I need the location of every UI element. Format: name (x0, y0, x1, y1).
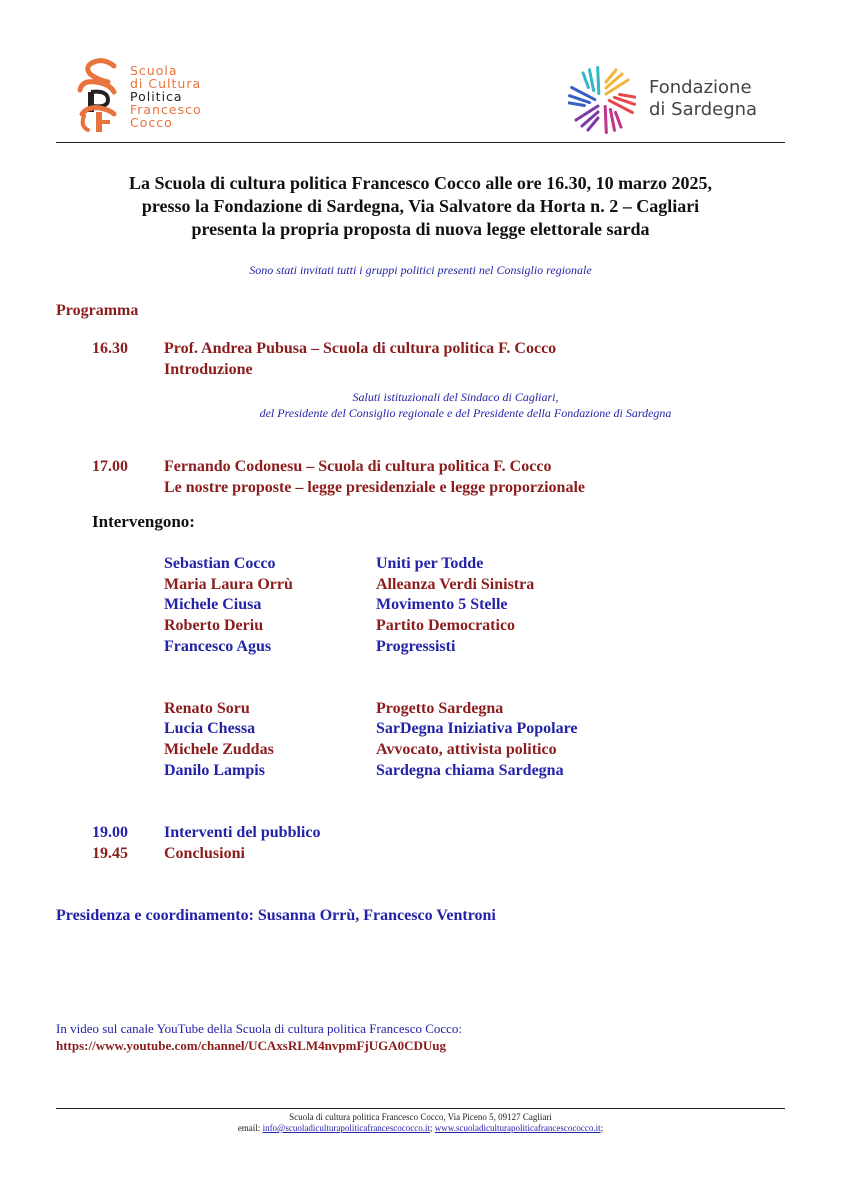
event-title (56, 172, 785, 241)
event-title-line: presenta la propria proposta di nuova legge elettorale sarda (191, 219, 650, 239)
greetings-line: del Presidente del Consiglio regionale e del Presidente della Fondazione di Sardegna (259, 406, 672, 420)
speaker-affiliation: Sardegna chiama Sardegna (376, 762, 564, 779)
footer-divider (56, 1108, 785, 1109)
school-logo-line: Politica (130, 89, 183, 104)
foundation-logo-line: di Sardegna (649, 99, 758, 120)
program-time: 19.00 (92, 824, 128, 841)
program-item-3: Interventi del pubblico (164, 824, 321, 841)
speaker-affiliation: Progressisti (376, 638, 456, 655)
event-title-line: La Scuola di cultura politica Francesco Cocco alle ore 16.30, 10 marzo 2025, (128, 173, 713, 193)
program-time: 19.45 (92, 845, 128, 862)
program-item-speaker: Fernando Codonesu – Scuola di cultura politica F. Cocco (164, 458, 552, 475)
program-heading: Programma (56, 302, 139, 319)
speaker-affiliation: Partito Democratico (376, 617, 516, 634)
foundation-star-icon (568, 66, 636, 134)
program-time: 17.00 (92, 458, 128, 475)
speaker-name: Sebastian Cocco (164, 555, 276, 572)
school-logo-line: Scuola (130, 63, 178, 78)
speaker-name: Renato Soru (164, 700, 250, 717)
speaker-affiliation: Movimento 5 Stelle (376, 596, 508, 613)
event-title-line: presso la Fondazione di Sardegna, Via Salvatore da Horta n. 2 – Cagliari (141, 196, 700, 216)
school-logo (74, 56, 274, 136)
foundation-logo-text (649, 77, 757, 121)
address-line: Scuola di cultura politica Francesco Cocco, Via Piceno 5, 09127 Cagliari (289, 1112, 552, 1122)
speaker-affiliation: Progetto Sardegna (376, 700, 504, 717)
coordination-line: Presidenza e coordinamento: Susanna Orrù, Francesco Ventroni (56, 907, 496, 924)
youtube-link[interactable]: https://www.youtube.com/channel/UCAxsRLM4nvpmFjUGA0CDUug (56, 1038, 447, 1053)
speaker-name: Francesco Agus (164, 638, 272, 655)
email-label: email: (237, 1123, 263, 1133)
speaker-name: Danilo Lampis (164, 762, 265, 779)
speaker-name: Roberto Deriu (164, 617, 264, 634)
email-link[interactable]: info@scuoladiculturapoliticafrancescococco.it (262, 1123, 431, 1133)
program-item-speaker: Prof. Andrea Pubusa – Scuola di cultura politica F. Cocco (164, 340, 557, 357)
video-text: In video sul canale YouTube della Scuola di cultura politica Francesco Cocco: (56, 1021, 463, 1036)
program-item-topic: Le nostre proposte – legge presidenziale e legge proporzionale (164, 479, 585, 496)
speaker-name: Michele Zuddas (164, 741, 274, 758)
program-item-topic: Introduzione (164, 361, 253, 378)
speaker-name: Lucia Chessa (164, 720, 256, 737)
interventions-heading: Intervengono: (92, 512, 195, 531)
speaker-name: Maria Laura Orrù (164, 576, 293, 593)
speaker-affiliation: SarDegna Iniziativa Popolare (376, 720, 578, 737)
school-logo-line: Cocco (130, 115, 173, 130)
speaker-affiliation: Avvocato, attivista politico (376, 741, 557, 758)
foundation-logo-line: Fondazione (649, 77, 752, 98)
institutional-greetings (56, 389, 785, 421)
contact-tail: ; (600, 1123, 604, 1133)
school-logo-line: di Cultura (130, 76, 202, 91)
header-divider (56, 142, 785, 143)
program-item-4: Conclusioni (164, 845, 245, 862)
speaker-affiliation: Alleanza Verdi Sinistra (376, 576, 535, 593)
contact-line (56, 1123, 785, 1134)
contact-separator: ; (430, 1123, 435, 1133)
speaker-name: Michele Ciusa (164, 596, 262, 613)
program-item-2 (164, 456, 585, 498)
program-item-1 (164, 338, 556, 380)
school-logo-line: Francesco (130, 102, 202, 117)
greetings-line: Saluti istituzionali del Sindaco di Cagliari, (352, 390, 559, 404)
website-link[interactable]: www.scuoladiculturapoliticafrancescococco.it (434, 1123, 601, 1133)
speaker-affiliation: Uniti per Todde (376, 555, 484, 572)
invited-note: Sono stati invitati tutti i gruppi politici presenti nel Consiglio regionale (249, 263, 592, 277)
program-time: 16.30 (92, 340, 128, 357)
footer-address (56, 1112, 785, 1134)
video-info (56, 1020, 462, 1054)
school-monogram-icon (74, 56, 122, 134)
foundation-logo (568, 66, 778, 136)
school-logo-text (130, 64, 202, 129)
